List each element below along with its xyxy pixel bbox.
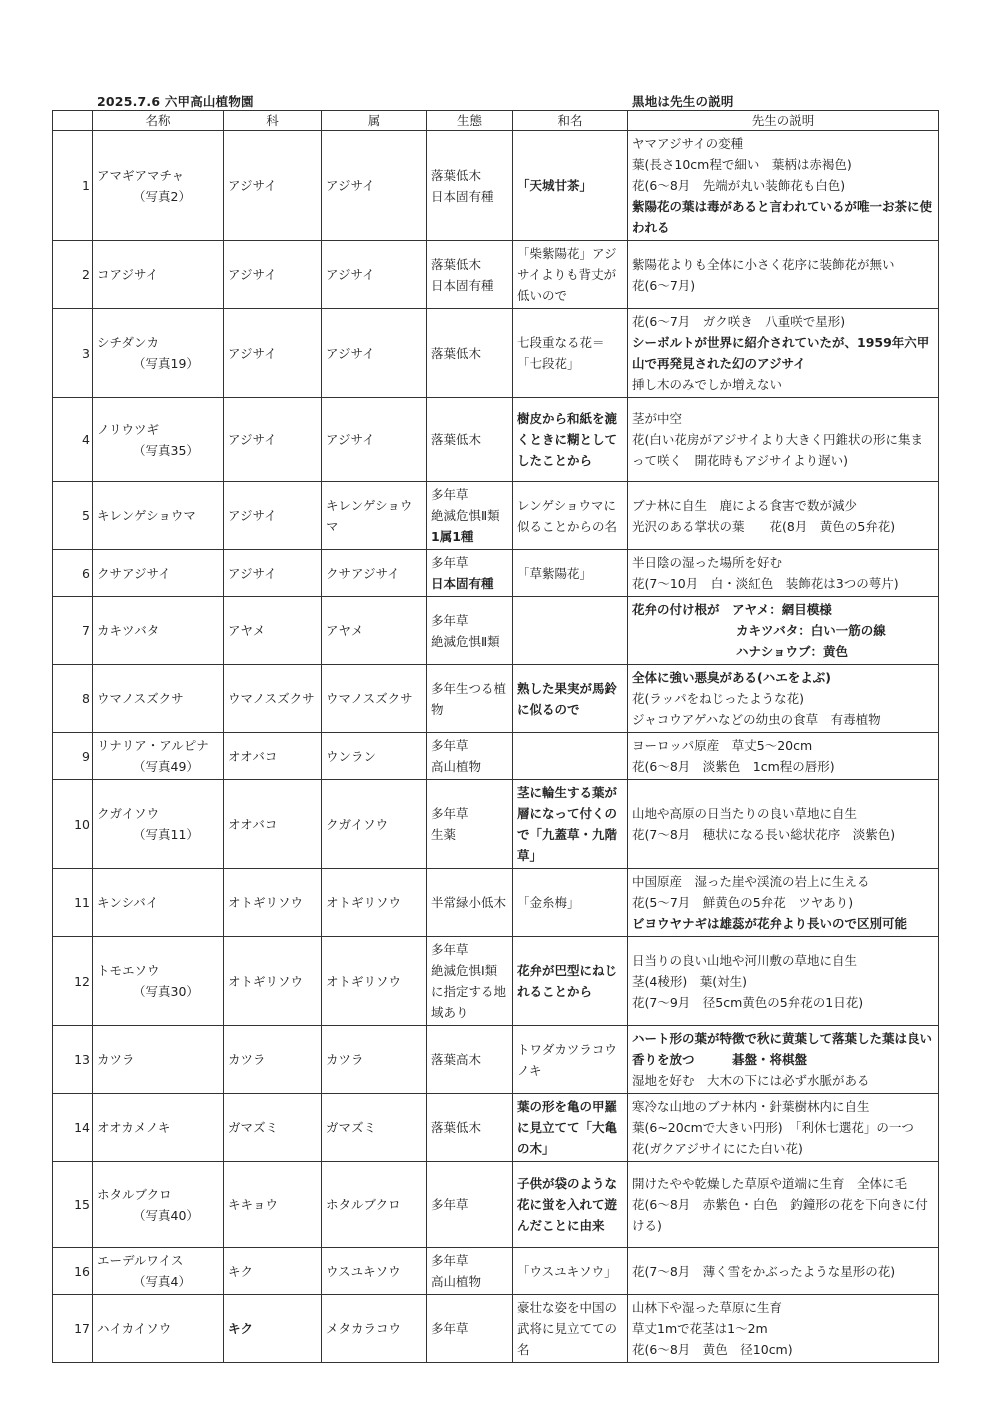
note-line: 花(ガクアジサイににた白い花) [632, 1141, 803, 1156]
ecology-cell [427, 309, 513, 398]
note-line: ブナ林に自生 鹿による食害で数が減少 [632, 497, 858, 513]
table-row [53, 780, 939, 869]
ecology-item: 多年生つる植物 [431, 680, 507, 717]
table-row [53, 131, 939, 241]
photo-reference: （写真35） [133, 442, 199, 458]
plant-genus: アジサイ [322, 241, 427, 309]
plant-name: コアジサイ [97, 267, 159, 282]
plant-genus: キレンゲショウマ [322, 482, 427, 550]
note-line: 花(6～8月 赤紫色・白色 釣鐘形の花を下向きに付ける) [632, 1197, 928, 1233]
plant-family: アジサイ [224, 309, 322, 398]
col-japanese-name-header: 和名 [513, 111, 628, 131]
ecology-item: 多年草 [431, 942, 469, 957]
col-genus-header: 属 [322, 111, 427, 131]
plant-name: トモエソウ [97, 963, 160, 978]
row-number: 12 [53, 937, 93, 1026]
page-date-title: 2025.7.6 六甲高山植物園 [97, 94, 254, 109]
plant-family: アヤメ [224, 597, 322, 665]
plant-name: カキツバタ [97, 623, 160, 638]
note-line: 茎(4稜形) 葉(対生) [632, 973, 747, 989]
note-line: シーボルトが世界に紹介されていたが、1959年六甲山で再発見された幻のアジサイ [632, 335, 930, 371]
ecology-cell [427, 398, 513, 482]
note-line: 花(6～7月 ガク咲き 八重咲で星形) [632, 314, 846, 329]
plant-genus: メタカラコウ [322, 1295, 427, 1363]
teacher-notes-cell [628, 1248, 939, 1295]
row-number: 9 [53, 733, 93, 780]
table-row [53, 597, 939, 665]
plant-genus: ガマズミ [322, 1094, 427, 1162]
plant-family: ガマズミ [224, 1094, 322, 1162]
table-row [53, 241, 939, 309]
plant-genus: オトギリソウ [322, 869, 427, 937]
ecology-cell [427, 780, 513, 869]
row-number: 2 [53, 241, 93, 309]
ecology-cell [427, 241, 513, 309]
japanese-name: 「天城甘茶」 [513, 131, 628, 241]
plant-family: アジサイ [224, 398, 322, 482]
ecology-cell [427, 597, 513, 665]
table-row [53, 550, 939, 597]
col-ecology-header: 生態 [427, 111, 513, 131]
note-line: 全体に強い悪臭がある(ハエをよぶ) [632, 670, 831, 685]
note-line: 山地や高原の日当たりの良い草地に自生 [632, 806, 858, 821]
col-name-header: 名称 [93, 111, 224, 131]
plant-name-cell [93, 1248, 224, 1295]
photo-reference: （写真19） [133, 356, 199, 371]
table-row [53, 1295, 939, 1363]
note-line: 日当りの良い山地や河川敷の草地に自生 [632, 952, 858, 968]
photo-reference: （写真40） [133, 1207, 199, 1223]
plant-name: クサアジサイ [97, 565, 171, 581]
japanese-name: 豪壮な姿を中国の武将に見立てての名 [513, 1295, 628, 1363]
table-row [53, 1094, 939, 1162]
plant-name-cell [93, 550, 224, 597]
ecology-item: 絶滅危惧Ⅰ類に指定する地域あり [431, 963, 507, 1020]
photo-reference: （写真11） [133, 827, 199, 842]
note-line: 花(5～7月 鮮黄色の5弁花 ツヤあり) [632, 895, 854, 910]
ecology-item: 多年草 [431, 1197, 469, 1212]
plant-family: アジサイ [224, 482, 322, 550]
plant-name: ホタルブクロ [97, 1186, 172, 1202]
note-line: ヨーロッパ原産 草丈5～20cm [632, 738, 813, 753]
ecology-cell [427, 733, 513, 780]
ecology-cell [427, 1162, 513, 1248]
ecology-item: 落葉低木 [431, 345, 482, 361]
table-row [53, 309, 939, 398]
ecology-item: 絶滅危惧Ⅱ類 [431, 508, 500, 523]
teacher-notes-cell [628, 1162, 939, 1248]
row-number: 16 [53, 1248, 93, 1295]
japanese-name: 「柴紫陽花」アジサイよりも背丈が低いので [513, 241, 628, 309]
row-number: 4 [53, 398, 93, 482]
japanese-name: 樹皮から和紙を漉くときに糊としてしたことから [513, 398, 628, 482]
plant-name: リナリア・アルピナ [97, 738, 209, 753]
note-line: カキツバタ：白い一筋の線 [736, 623, 886, 638]
ecology-cell [427, 937, 513, 1026]
ecology-item: 絶滅危惧Ⅱ類 [431, 633, 500, 649]
table-row [53, 733, 939, 780]
note-line: 花(白い花房がアジサイより大きく円錐状の形に集まって咲く 開花時もアジサイより遅い) [632, 432, 924, 468]
plant-name-cell [93, 1026, 224, 1094]
plant-name-cell [93, 309, 224, 398]
table-row [53, 398, 939, 482]
note-line: 花弁の付け根が アヤメ：網目模様 [632, 602, 832, 617]
plant-family: ウマノスズクサ [224, 665, 322, 733]
teacher-notes-cell [628, 131, 939, 241]
teacher-notes-cell [628, 241, 939, 309]
col-notes-header: 先生の説明 [628, 111, 939, 131]
ecology-item: 落葉低木 [431, 432, 482, 447]
table-row [53, 482, 939, 550]
teacher-notes-cell [628, 1094, 939, 1162]
ecology-item: 1属1種 [431, 529, 474, 544]
plant-table [52, 110, 939, 1363]
japanese-name: トワダカツラコウノキ [513, 1026, 628, 1094]
teacher-notes-cell [628, 482, 939, 550]
teacher-notes-cell [628, 597, 939, 665]
row-number: 3 [53, 309, 93, 398]
plant-name: キンシバイ [97, 895, 159, 910]
ecology-item: 日本固有種 [431, 277, 494, 293]
plant-family: アジサイ [224, 550, 322, 597]
plant-name: キレンゲショウマ [97, 508, 196, 523]
plant-genus: クガイソウ [322, 780, 427, 869]
note-line: 茎が中空 [632, 411, 683, 426]
photo-reference: （写真30） [133, 984, 199, 999]
ecology-item: 高山植物 [431, 759, 482, 774]
ecology-item: 多年草 [431, 1253, 469, 1268]
ecology-item: 日本固有種 [431, 188, 494, 204]
note-line: 花(7～8月 薄く雪をかぶったような星形の花) [632, 1263, 896, 1279]
ecology-item: 多年草 [431, 806, 469, 821]
teacher-notes-cell [628, 665, 939, 733]
note-line: 山林下や湿った草原に生育 [632, 1300, 783, 1315]
ecology-item: 落葉低木 [431, 1120, 482, 1135]
plant-genus: ウスユキソウ [322, 1248, 427, 1295]
note-line: ハナショウブ：黄色 [736, 644, 849, 659]
table-body [53, 131, 939, 1363]
note-line: ヤマアジサイの変種 [632, 136, 744, 151]
note-line: 紫陽花よりも全体に小さく花序に装飾花が無い [632, 256, 895, 272]
ecology-cell [427, 1094, 513, 1162]
note-line: 花(7～8月 穂状になる長い総状花序 淡紫色) [632, 827, 896, 842]
plant-name: ノリウツギ [97, 421, 160, 437]
ecology-cell [427, 1248, 513, 1295]
col-number-header [53, 111, 93, 131]
plant-genus: アジサイ [322, 398, 427, 482]
note-line: 花(7～9月 径5cm黄色の5弁花の1日花) [632, 994, 864, 1010]
row-number: 10 [53, 780, 93, 869]
plant-genus: オトギリソウ [322, 937, 427, 1026]
plant-name: クガイソウ [97, 806, 160, 821]
row-number: 14 [53, 1094, 93, 1162]
table-row [53, 869, 939, 937]
japanese-name: 「ウスユキソウ」 [513, 1248, 628, 1295]
plant-name-cell [93, 241, 224, 309]
japanese-name: 子供が袋のような花に蛍を入れて遊んだことに由来 [513, 1162, 628, 1248]
plant-genus: ウマノスズクサ [322, 665, 427, 733]
photo-reference: （写真4） [133, 1274, 191, 1289]
teacher-notes-cell [628, 869, 939, 937]
plant-name-cell [93, 937, 224, 1026]
table-header-row [53, 111, 939, 131]
note-line: 紫陽花の葉は毒があると言われているが唯一お茶に使われる [632, 199, 933, 235]
note-line: ジャコウアゲハなどの幼虫の食草 有毒植物 [632, 712, 881, 727]
row-number: 5 [53, 482, 93, 550]
plant-family: アジサイ [224, 241, 322, 309]
col-family-header: 科 [224, 111, 322, 131]
row-number: 15 [53, 1162, 93, 1248]
teacher-notes-cell [628, 398, 939, 482]
plant-name-cell [93, 597, 224, 665]
plant-name: エーデルワイス [97, 1253, 184, 1268]
plant-family: オトギリソウ [224, 869, 322, 937]
note-line: 花(ラッパをねじったような花) [632, 691, 805, 706]
note-line: 湿地を好む 大木の下には必ず水脈がある [632, 1073, 870, 1088]
plant-name-cell [93, 131, 224, 241]
ecology-cell [427, 131, 513, 241]
plant-name-cell [93, 780, 224, 869]
ecology-item: 日本固有種 [431, 576, 494, 591]
note-line: 花(6～8月 先端が丸い装飾花も白色) [632, 178, 846, 193]
ecology-item: 生薬 [431, 827, 457, 842]
ecology-item: 多年草 [431, 1321, 469, 1336]
legend-note: 黒地は先生の説明 [632, 94, 734, 109]
japanese-name: 葉の形を亀の甲羅に見立てて「大亀の木」 [513, 1094, 628, 1162]
plant-genus: アジサイ [322, 131, 427, 241]
japanese-name: 熟した果実が馬鈴に似るので [513, 665, 628, 733]
ecology-cell [427, 869, 513, 937]
table-row [53, 1026, 939, 1094]
plant-genus: クサアジサイ [322, 550, 427, 597]
note-line: ハート形の葉が特徴で秋に黄葉して落葉した葉は良い香りを放つ 碁盤・将棋盤 [632, 1031, 933, 1067]
plant-name-cell [93, 665, 224, 733]
ecology-item: 落葉低木 [431, 167, 482, 183]
ecology-item: 多年草 [431, 555, 469, 570]
plant-name: ウマノスズクサ [97, 691, 184, 706]
plant-family: オオバコ [224, 733, 322, 780]
plant-genus: ウンラン [322, 733, 427, 780]
plant-family: アジサイ [224, 131, 322, 241]
row-number: 6 [53, 550, 93, 597]
ecology-item: 多年草 [431, 612, 469, 628]
photo-reference: （写真2） [133, 188, 191, 204]
plant-name: オオカメノキ [97, 1120, 171, 1135]
plant-genus: ホタルブクロ [322, 1162, 427, 1248]
japanese-name: 「金糸梅」 [513, 869, 628, 937]
japanese-name: 茎に輪生する葉が層になって付くので「九蓋草・九階草」 [513, 780, 628, 869]
ecology-cell [427, 665, 513, 733]
ecology-item: 落葉低木 [431, 256, 482, 272]
note-line: 光沢のある掌状の葉 花(8月 黄色の5弁花) [632, 518, 896, 534]
row-number: 11 [53, 869, 93, 937]
plant-family: オオバコ [224, 780, 322, 869]
teacher-notes-cell [628, 550, 939, 597]
table-row [53, 1162, 939, 1248]
note-line: 花(6～7月) [632, 277, 696, 293]
note-line: 中国原産 湿った崖や渓流の岩上に生える [632, 874, 870, 889]
plant-name: シチダンカ [97, 335, 160, 350]
plant-name-cell [93, 1094, 224, 1162]
ecology-cell [427, 482, 513, 550]
plant-genus: アジサイ [322, 309, 427, 398]
japanese-name: 「草紫陽花」 [513, 550, 628, 597]
table-row [53, 1248, 939, 1295]
note-line: ビヨウヤナギは雄蕊が花弁より長いので区別可能 [632, 916, 908, 931]
plant-family: キク [224, 1248, 322, 1295]
row-number: 17 [53, 1295, 93, 1363]
plant-name-cell [93, 869, 224, 937]
plant-family: カツラ [224, 1026, 322, 1094]
ecology-item: 高山植物 [431, 1274, 482, 1289]
row-number: 1 [53, 131, 93, 241]
photo-reference: （写真49） [133, 759, 199, 774]
ecology-item: 落葉高木 [431, 1052, 482, 1067]
teacher-notes-cell [628, 1026, 939, 1094]
row-number: 7 [53, 597, 93, 665]
note-line: 花(6～8月 黄色 径10cm) [632, 1342, 793, 1357]
teacher-notes-cell [628, 1295, 939, 1363]
ecology-item: 多年草 [431, 487, 469, 502]
note-line: 花(7～10月 白・淡紅色 装飾花は3つの萼片) [632, 576, 899, 591]
plant-name: ハイカイソウ [97, 1321, 172, 1336]
note-line: 花(6～8月 淡紫色 1cm程の唇形) [632, 759, 835, 774]
ecology-item: 半常緑小低木 [431, 895, 507, 910]
note-line: 半日陰の湿った場所を好む [632, 555, 783, 570]
ecology-cell [427, 1026, 513, 1094]
note-line: 寒冷な山地のブナ林内・針葉樹林内に自生 [632, 1099, 870, 1114]
table-row [53, 937, 939, 1026]
row-number: 8 [53, 665, 93, 733]
ecology-cell [427, 550, 513, 597]
plant-name-cell [93, 398, 224, 482]
note-line: 草丈1mで花茎は1～2m [632, 1321, 768, 1336]
note-line: 葉(長さ10cm程で細い 葉柄は赤褐色) [632, 157, 852, 172]
plant-genus: アヤメ [322, 597, 427, 665]
ecology-cell [427, 1295, 513, 1363]
note-line: 挿し木のみでしか増えない [632, 377, 783, 392]
teacher-notes-cell [628, 780, 939, 869]
note-line: 葉(6~20cmで大きい円形) 「利休七選花」の一つ [632, 1120, 914, 1135]
note-line: 開けたやや乾燥した草原や道端に生育 全体に毛 [632, 1176, 908, 1191]
plant-name: カツラ [97, 1052, 135, 1067]
teacher-notes-cell [628, 733, 939, 780]
japanese-name: レンゲショウマに似ることからの名 [513, 482, 628, 550]
japanese-name: 花弁が巴型にねじれることから [513, 937, 628, 1026]
ecology-item: 多年草 [431, 738, 469, 753]
plant-family: キク [224, 1295, 322, 1363]
plant-family: キキョウ [224, 1162, 322, 1248]
row-number: 13 [53, 1026, 93, 1094]
plant-name-cell [93, 1295, 224, 1363]
teacher-notes-cell [628, 937, 939, 1026]
plant-genus: カツラ [322, 1026, 427, 1094]
table-row [53, 665, 939, 733]
plant-name-cell [93, 1162, 224, 1248]
japanese-name [513, 733, 628, 780]
plant-name: アマギアマチャ [97, 167, 185, 183]
japanese-name [513, 597, 628, 665]
plant-name-cell [93, 482, 224, 550]
plant-name-cell [93, 733, 224, 780]
plant-family: オトギリソウ [224, 937, 322, 1026]
japanese-name: 七段重なる花＝「七段花」 [513, 309, 628, 398]
teacher-notes-cell [628, 309, 939, 398]
